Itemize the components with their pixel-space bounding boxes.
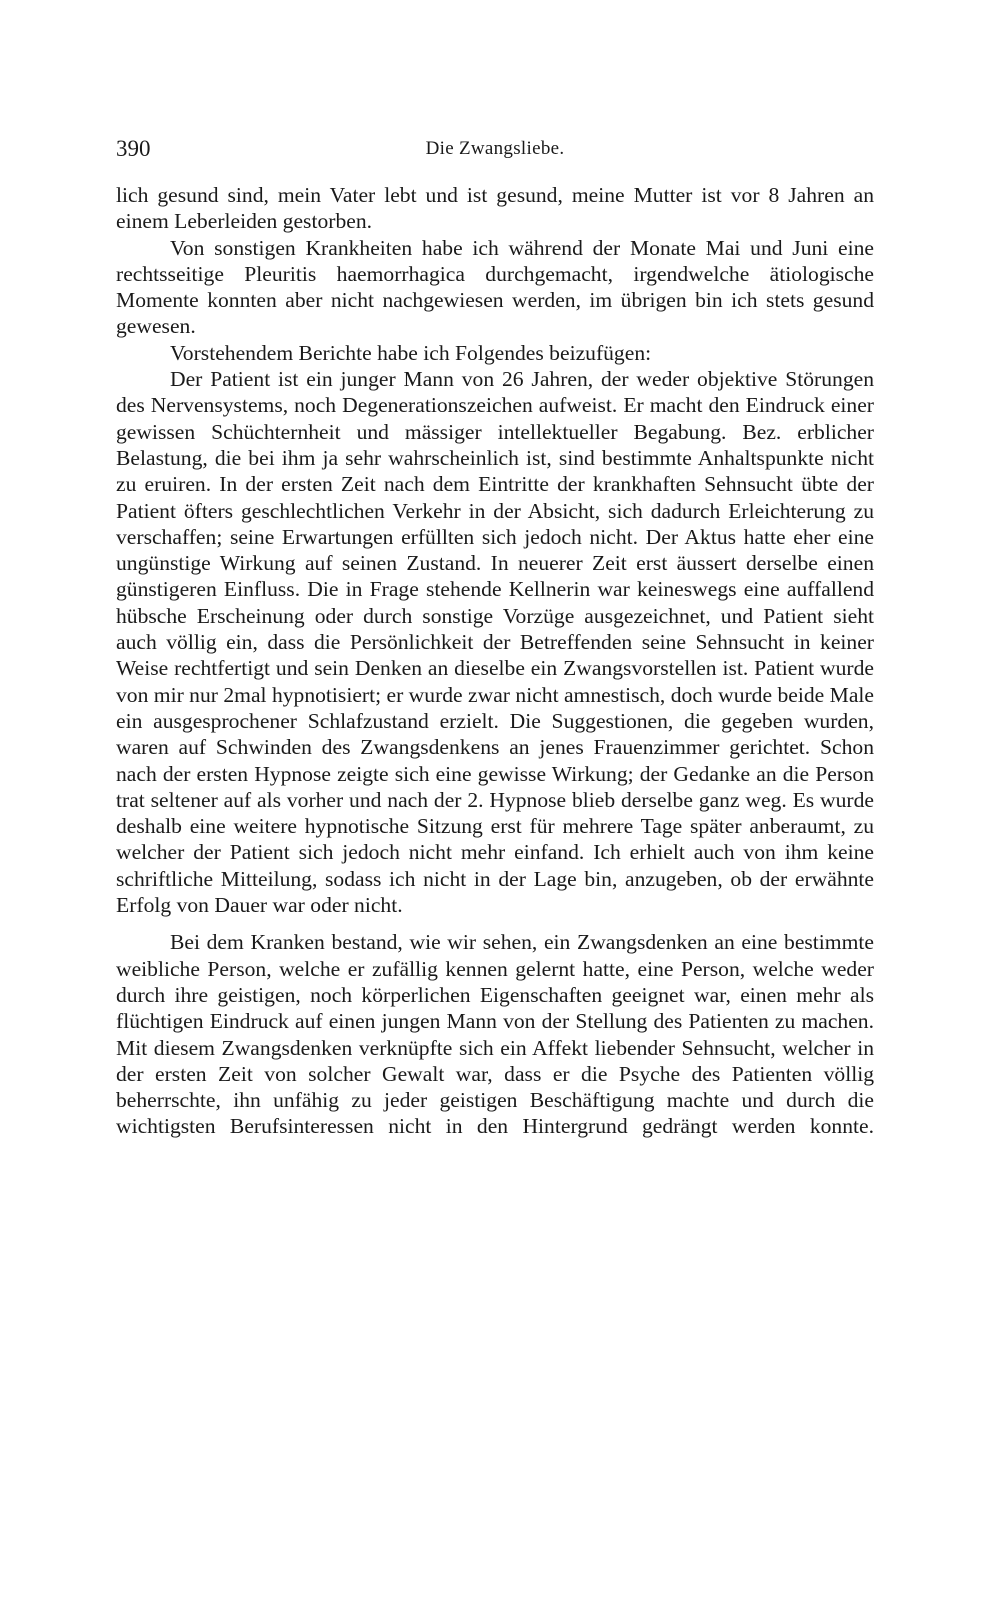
running-title: Die Zwangsliebe. — [425, 138, 565, 159]
paragraph-other-illnesses: Von sonstigen Krankheiten habe ich während der Monate Mai und Juni eine rechtsseitige Pleuritis haemorrhagica durchgemacht, irgendwelche ätiologische Momente konnten aber nicht nachgewiesen werden, im übrigen bin ich stets gesund gewesen. — [116, 235, 874, 339]
paragraph-report-intro: Vorstehendem Berichte habe ich Folgendes beizufügen: — [170, 340, 652, 365]
running-head — [116, 136, 874, 176]
paragraph-continuation: lich gesund sind, mein Vater lebt und ist gesund, meine Mutter ist vor 8 Jahren an einem Leberleiden gestorben. — [116, 183, 874, 234]
paragraph-discussion: Bei dem Kranken bestand, wie wir sehen, ein Zwangsdenken an eine bestimmte weibliche Person, welche er zufällig kennen gelernt hatte, eine Person, welche weder durch ihre geistigen, noch körperlichen Eigenschaften geeignet war, einen mehr als flüchtigen Eindruck auf einen jungen Mann von der Stellung des Patienten zu machen. Mit diesem Zwangsdenken verknüpfte sich ein Affekt liebender Sehnsucht, welcher in der ersten Zeit von solcher Gewalt war, dass er die Psyche des Patienten völlig beherrschte, ihn unfähig zu jeder geistigen Beschäftigung machte und durch die wichtigsten Berufsinteressen nicht in den Hintergrund gedrängt werden konnte. — [116, 930, 874, 1139]
body-text — [116, 182, 874, 1140]
paragraph-patient-findings: Der Patient ist ein junger Mann von 26 Jahren, der weder objektive Störungen des Nervensystems, noch Degenerationszeichen aufweist. Er macht den Eindruck einer gewissen Schüchternheit und mässiger intellektueller Begabung. Bez. erblicher Belastung, die bei ihm ja sehr wahrscheinlich ist, sind bestimmte Anhaltspunkte nicht zu eruiren. In der ersten Zeit nach dem Eintritte der krankhaften Sehnsucht übte der Patient öfters geschlechtlichen Verkehr in der Absicht, sich dadurch Erleichterung zu verschaffen; seine Erwartungen erfüllten sich jedoch nicht. Der Aktus hatte eher eine ungünstige Wirkung auf seinen Zustand. In neuerer Zeit erst äussert derselbe einen günstigeren Einfluss. Die in Frage stehende Kellnerin war keineswegs eine auffallend hübsche Erscheinung oder durch sonstige Vorzüge ausgezeichnet, und Patient sieht auch völlig ein, dass die Persönlichkeit der Betreffenden seine Sehnsucht in keiner Weise rechtfertigt und sein Denken an dieselbe ein Zwangsvorstellen ist. Patient wurde von mir nur 2mal hypnotisiert; er wurde zwar nicht amnestisch, doch wurde beide Male ein ausgesprochener Schlafzustand erzielt. Die Suggestionen, die gegeben wurden, waren auf Schwinden des Zwangsdenkens an jenes Frauenzimmer gerichtet. Schon nach der ersten Hypnose zeigte sich eine gewisse Wirkung; der Gedanke an die Person trat seltener auf als vorher und nach der 2. Hypnose blieb derselbe ganz weg. Es wurde deshalb eine weitere hypnotische Sitzung erst für mehrere Tage später anberaumt, zu welcher der Patient sich jedoch nicht mehr einfand. Ich erhielt auch von ihm keine schriftliche Mitteilung, sodass ich nicht in der Lage bin, anzugeben, ob der erwähnte Erfolg von Dauer war oder nicht. — [116, 367, 874, 918]
book-page — [116, 136, 874, 1140]
page-number: 390 — [116, 136, 151, 161]
